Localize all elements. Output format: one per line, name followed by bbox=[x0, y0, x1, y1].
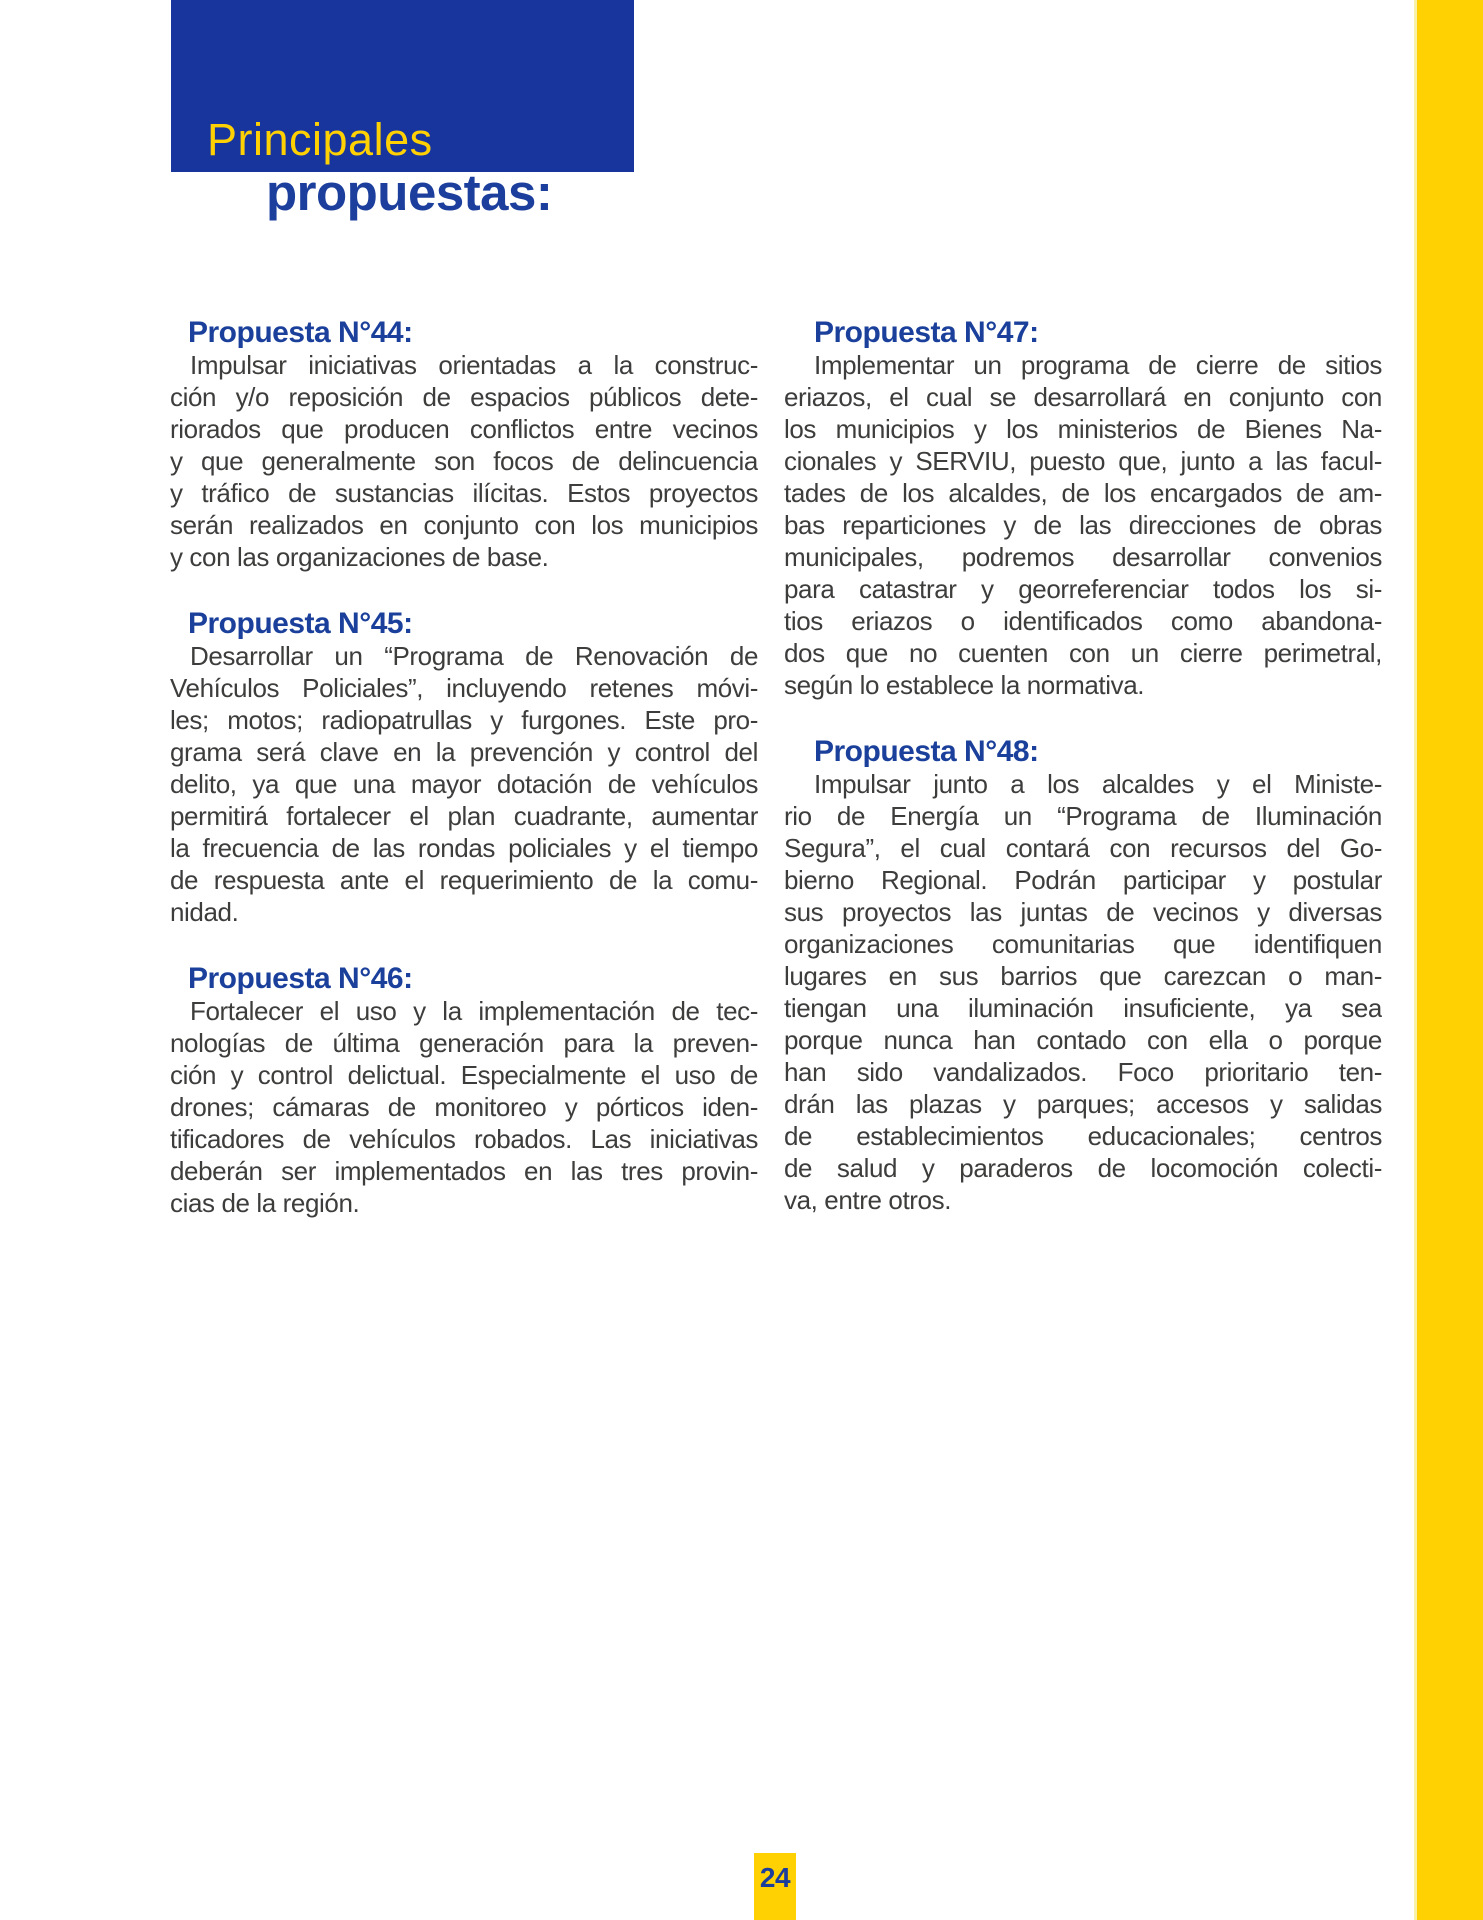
proposal-text-line: les; motos; radiopatrullas y furgones. Este pro- bbox=[170, 705, 758, 735]
proposal-text-line: nologías de última generación para la preven- bbox=[170, 1028, 758, 1058]
proposal-text-line: Implementar un programa de cierre de sitios bbox=[814, 350, 1382, 380]
proposal-text-line: deberán ser implementados en las tres provin- bbox=[170, 1156, 758, 1186]
proposal-text-line: ción y control delictual. Especialmente el uso de bbox=[170, 1060, 758, 1090]
proposal-text-line: drán las plazas y parques; accesos y salidas bbox=[784, 1089, 1382, 1119]
proposal-text-line: Impulsar iniciativas orientadas a la construc- bbox=[190, 350, 758, 380]
proposal-section bbox=[784, 736, 1382, 1216]
proposal-text-line: serán realizados en conjunto con los municipios bbox=[170, 510, 758, 540]
proposal-text-line: de establecimientos educacionales; centros bbox=[784, 1121, 1382, 1151]
proposal-text-line: Desarrollar un “Programa de Renovación de bbox=[190, 641, 758, 671]
proposal-text-line: tificadores de vehículos robados. Las iniciativas bbox=[170, 1124, 758, 1154]
proposal-section bbox=[170, 317, 758, 573]
proposal-heading: Propuesta N°46: bbox=[188, 962, 413, 995]
proposal-text-line: permitirá fortalecer el plan cuadrante, aumentar bbox=[170, 801, 758, 831]
proposal-heading: Propuesta N°45: bbox=[188, 607, 413, 640]
proposal-text-line: han sido vandalizados. Foco prioritario ten- bbox=[784, 1057, 1382, 1087]
proposal-text-line: cionales y SERVIU, puesto que, junto a las facul- bbox=[784, 446, 1382, 476]
proposal-text-line: según lo establece la normativa. bbox=[784, 670, 1145, 700]
proposal-heading: Propuesta N°47: bbox=[814, 316, 1039, 349]
proposal-text-line: para catastrar y georreferenciar todos los si- bbox=[784, 574, 1382, 604]
text-column-left bbox=[170, 317, 758, 1219]
proposal-text-line: de respuesta ante el requerimiento de la comu- bbox=[170, 865, 758, 895]
proposal-text-line: eriazos, el cual se desarrollará en conjunto con bbox=[784, 382, 1382, 412]
proposal-text-line: porque nunca han contado con ella o porque bbox=[784, 1025, 1382, 1055]
proposal-text-line: Vehículos Policiales”, incluyendo retenes móvi- bbox=[170, 673, 758, 703]
proposal-text-line: municipales, podremos desarrollar convenios bbox=[784, 542, 1382, 572]
proposal-section bbox=[170, 963, 758, 1219]
proposal-text-line: riorados que producen conflictos entre vecinos bbox=[170, 414, 758, 444]
proposal-text-line: cias de la región. bbox=[170, 1188, 360, 1218]
proposal-text-line: ción y/o reposición de espacios públicos dete- bbox=[170, 382, 758, 412]
page-number-box bbox=[754, 1853, 796, 1920]
proposal-text-line: bierno Regional. Podrán participar y postular bbox=[784, 865, 1382, 895]
proposal-text-line: drones; cámaras de monitoreo y pórticos iden- bbox=[170, 1092, 758, 1122]
proposal-text-line: lugares en sus barrios que carezcan o man- bbox=[784, 961, 1382, 991]
proposal-text-line: y que generalmente son focos de delincuencia bbox=[170, 446, 758, 476]
proposal-text-line: dos que no cuenten con un cierre perimetral, bbox=[784, 638, 1382, 668]
proposal-text-line: bas reparticiones y de las direcciones de obras bbox=[784, 510, 1382, 540]
proposal-text-line: va, entre otros. bbox=[784, 1185, 952, 1215]
proposal-text-line: los municipios y los ministerios de Bienes Na- bbox=[784, 414, 1382, 444]
proposal-text-line: de salud y paraderos de locomoción colecti- bbox=[784, 1153, 1382, 1183]
page-number: 24 bbox=[759, 1862, 791, 1893]
header-title-line1: Principales bbox=[207, 114, 433, 165]
proposal-text-line: Segura”, el cual contará con recursos del Go- bbox=[784, 833, 1382, 863]
proposal-text-line: grama será clave en la prevención y control del bbox=[170, 737, 758, 767]
side-accent-stripe bbox=[1414, 0, 1483, 1920]
header-title-line2: propuestas: bbox=[266, 164, 553, 221]
proposal-text-line: rio de Energía un “Programa de Iluminación bbox=[784, 801, 1382, 831]
proposal-text-line: nidad. bbox=[170, 897, 239, 927]
proposal-text-line: y con las organizaciones de base. bbox=[170, 542, 549, 572]
proposal-text-line: tiengan una iluminación insuficiente, ya sea bbox=[784, 993, 1382, 1023]
proposal-section bbox=[784, 317, 1382, 701]
proposal-text-line: Fortalecer el uso y la implementación de tec- bbox=[190, 996, 758, 1026]
proposal-heading: Propuesta N°44: bbox=[188, 316, 413, 349]
header-banner bbox=[171, 0, 634, 172]
proposal-text-line: tades de los alcaldes, de los encargados de am- bbox=[784, 478, 1382, 508]
text-column-right bbox=[784, 317, 1382, 1216]
proposal-text-line: organizaciones comunitarias que identifiquen bbox=[784, 929, 1382, 959]
proposal-text-line: tios eriazos o identificados como abandona- bbox=[784, 606, 1382, 636]
proposal-text-line: delito, ya que una mayor dotación de vehículos bbox=[170, 769, 758, 799]
proposal-text-line: y tráfico de sustancias ilícitas. Estos proyectos bbox=[170, 478, 758, 508]
proposal-text-line: Impulsar junto a los alcaldes y el Ministe- bbox=[814, 769, 1382, 799]
proposal-heading: Propuesta N°48: bbox=[814, 735, 1039, 768]
proposal-text-line: sus proyectos las juntas de vecinos y diversas bbox=[784, 897, 1382, 927]
proposal-text-line: la frecuencia de las rondas policiales y el tiempo bbox=[170, 833, 758, 863]
proposal-section bbox=[170, 608, 758, 928]
